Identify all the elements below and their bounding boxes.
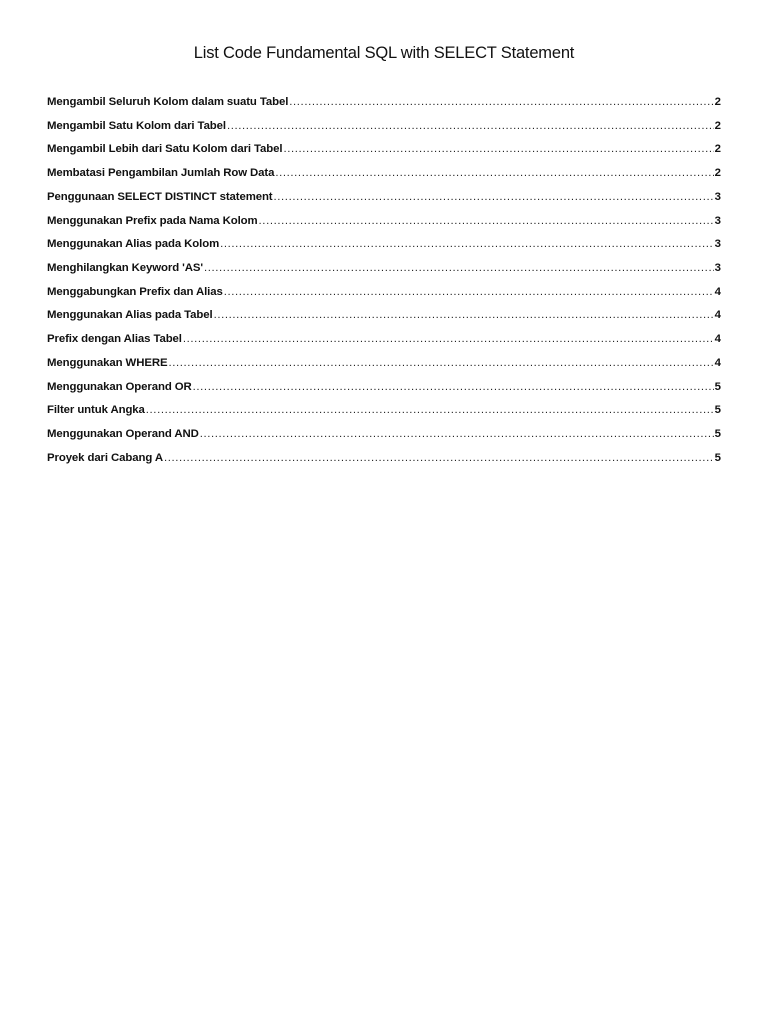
toc-dot-leader xyxy=(200,425,714,444)
toc-dot-leader xyxy=(164,449,714,468)
document-title: List Code Fundamental SQL with SELECT Statement xyxy=(193,44,575,62)
toc-page-number[interactable]: 5 xyxy=(714,451,721,464)
toc-entry-label[interactable]: Menggunakan Operand AND xyxy=(47,428,199,441)
toc-entry-label[interactable]: Mengambil Lebih dari Satu Kolom dari Tabel xyxy=(47,143,283,156)
toc-page-number[interactable]: 2 xyxy=(714,96,721,108)
toc-dot-leader xyxy=(224,283,714,302)
toc-dot-leader xyxy=(274,188,714,207)
toc-page-number[interactable]: 5 xyxy=(714,380,721,393)
toc-entry-label[interactable]: Proyek dari Cabang A xyxy=(47,451,163,464)
toc-dot-leader xyxy=(214,306,714,325)
toc-dot-leader xyxy=(204,259,714,278)
toc-page-number[interactable]: 4 xyxy=(714,356,721,369)
toc-page-number[interactable]: 2 xyxy=(714,167,721,180)
toc-page-number[interactable]: 3 xyxy=(714,238,721,251)
toc-entry[interactable] xyxy=(47,93,721,117)
table-of-contents xyxy=(47,93,721,473)
toc-entry-label[interactable]: Mengambil Satu Kolom dari Tabel xyxy=(47,119,226,132)
toc-page-number[interactable]: 4 xyxy=(714,333,721,346)
toc-entry-label[interactable]: Membatasi Pengambilan Jumlah Row Data xyxy=(47,167,275,180)
toc-page-number[interactable]: 4 xyxy=(714,285,721,298)
toc-dot-leader xyxy=(146,401,714,420)
toc-entry[interactable] xyxy=(47,259,721,283)
toc-page-number[interactable]: 3 xyxy=(714,190,721,203)
toc-page-number[interactable]: 2 xyxy=(714,143,721,156)
toc-dot-leader xyxy=(168,354,713,373)
toc-page-number[interactable]: 4 xyxy=(714,309,721,322)
toc-entry[interactable] xyxy=(47,425,721,449)
toc-page-number[interactable]: 3 xyxy=(714,214,721,227)
toc-entry-label[interactable]: Filter untuk Angka xyxy=(47,404,145,417)
toc-entry[interactable] xyxy=(47,330,721,354)
toc-entry[interactable] xyxy=(47,235,721,259)
toc-entry-label[interactable]: Menghilangkan Keyword 'AS' xyxy=(47,262,203,275)
toc-entry[interactable] xyxy=(47,212,721,236)
toc-page-number[interactable]: 3 xyxy=(714,262,721,275)
toc-dot-leader xyxy=(220,235,714,254)
toc-entry-label[interactable]: Penggunaan SELECT DISTINCT statement xyxy=(47,190,273,203)
toc-page-number[interactable]: 2 xyxy=(714,119,721,132)
toc-dot-leader xyxy=(259,212,714,231)
toc-entry-label[interactable]: Menggunakan Operand OR xyxy=(47,380,192,393)
toc-entry[interactable] xyxy=(47,449,721,473)
toc-dot-leader xyxy=(289,93,713,112)
toc-entry[interactable] xyxy=(47,188,721,212)
toc-dot-leader xyxy=(193,378,714,397)
toc-entry-label[interactable]: Mengambil Seluruh Kolom dalam suatu Tabel xyxy=(47,96,289,108)
toc-entry[interactable] xyxy=(47,378,721,402)
toc-dot-leader xyxy=(183,330,714,349)
toc-entry-label[interactable]: Menggabungkan Prefix dan Alias xyxy=(47,285,223,298)
toc-page-number[interactable]: 5 xyxy=(714,428,721,441)
toc-entry[interactable] xyxy=(47,140,721,164)
toc-entry[interactable] xyxy=(47,354,721,378)
toc-dot-leader xyxy=(283,140,713,159)
toc-entry-label[interactable]: Prefix dengan Alias Tabel xyxy=(47,333,182,346)
toc-entry-label[interactable]: Menggunakan Prefix pada Nama Kolom xyxy=(47,214,258,227)
toc-entry-label[interactable]: Menggunakan WHERE xyxy=(47,356,168,369)
toc-entry-label[interactable]: Menggunakan Alias pada Tabel xyxy=(47,309,213,322)
toc-entry[interactable] xyxy=(47,283,721,307)
toc-entry[interactable] xyxy=(47,306,721,330)
toc-entry[interactable] xyxy=(47,164,721,188)
toc-entry-label[interactable]: Menggunakan Alias pada Kolom xyxy=(47,238,220,251)
toc-entry[interactable] xyxy=(47,401,721,425)
toc-dot-leader xyxy=(227,117,714,136)
toc-entry[interactable] xyxy=(47,117,721,141)
toc-dot-leader xyxy=(275,164,713,183)
toc-page-number[interactable]: 5 xyxy=(714,404,721,417)
